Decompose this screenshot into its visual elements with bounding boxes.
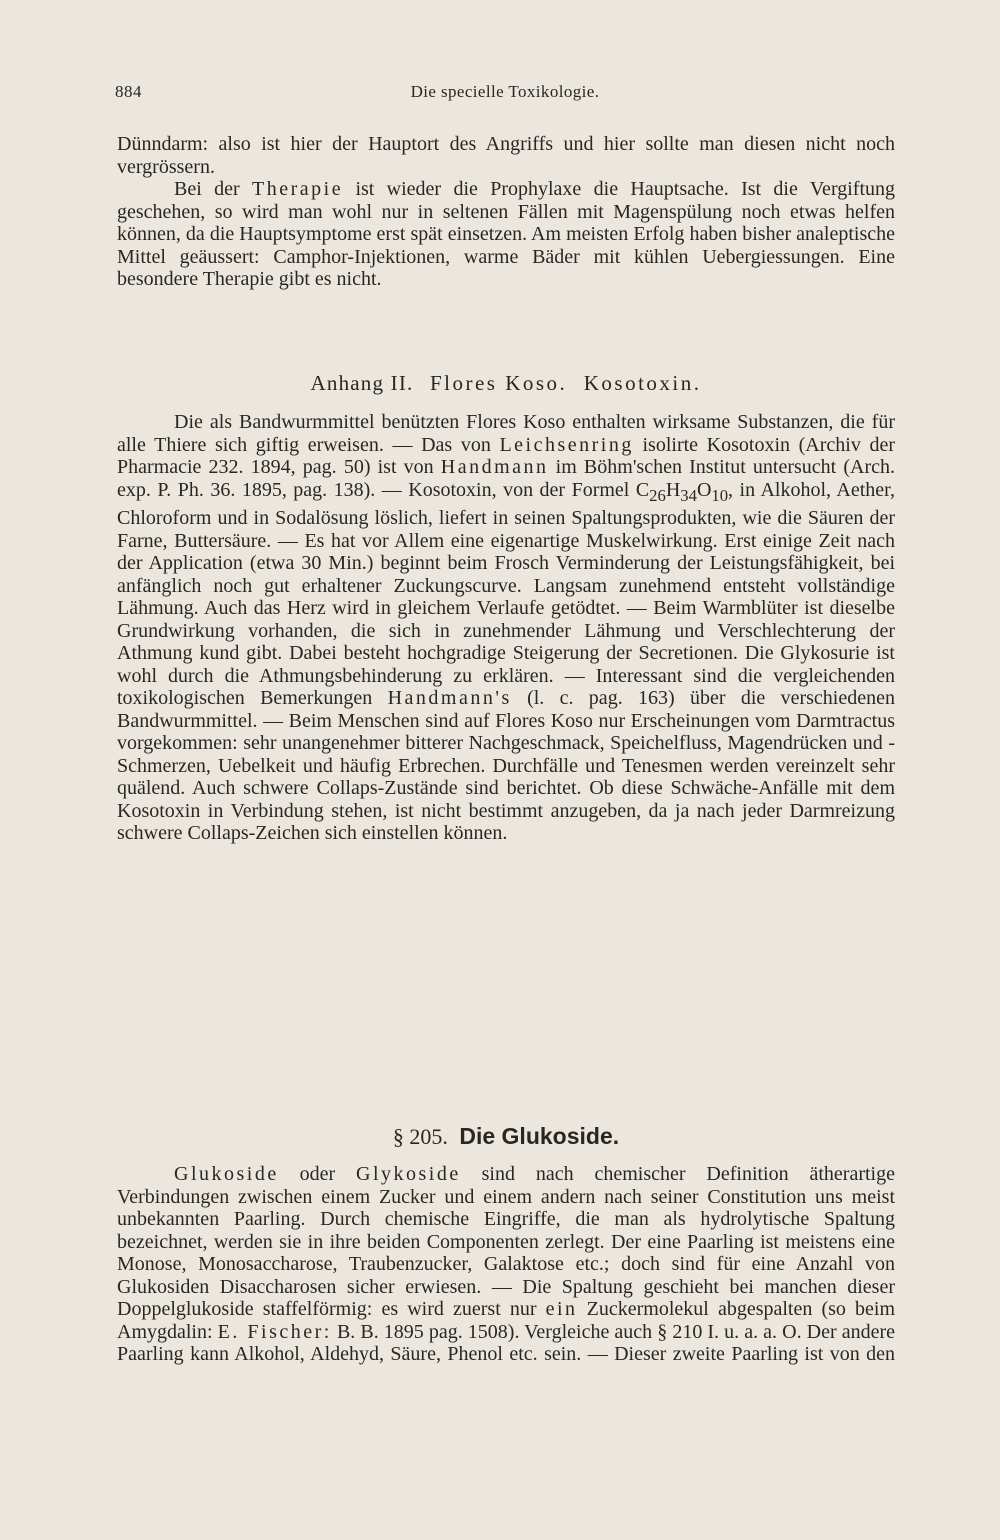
author-name-leichsenring: Leichsenring — [499, 433, 634, 456]
running-title: Die specielle Toxikologie. — [410, 82, 600, 101]
spaced-term-ein: ein — [545, 1298, 578, 1320]
paragraph-glukoside — [117, 1163, 895, 1366]
text-run: Die als Bandwurmmittel benützten Flores Koso enthalten wirksame Substanzen, die für alle Thiere sich giftig erweisen. — Das von — [117, 411, 895, 456]
text-run: ist wieder die Prophylaxe die Hauptsache. Ist die Vergiftung geschehen, so wird man wohl nur in seltenen Fällen mit Magenspülung noch etwas helfen können, da die Hauptsymptome erst spät einsetzen. Am meisten Erfolg haben bisher analeptische Mittel geäussert: Camphor-Injektionen, warme Bäder mit kühlen Uebergiessungen. Eine besondere Therapie gibt es nicht. — [117, 178, 896, 290]
spaced-term-therapie: Therapie — [252, 178, 344, 200]
appendix-label: Anhang II. — [310, 371, 414, 395]
appendix-title-flores-koso: Flores Koso. — [429, 371, 568, 395]
text-run: sind nach chemischer Definition ätherartige Verbindungen zwischen einem Zucker und einem andern nach seiner Constitution uns meist unbekannten Paarling. Durch chemische Eingriffe, die man als hydrolytische Spaltung bezeichnet, werden sie in ihre beiden Componenten zerlegt. Der eine Paarling ist meistens eine Monose, Monosaccharose, Traubenzucker, Galaktose etc.; doch sind für eine Anzahl von Glukosiden Disaccharosen sicher erwiesen. — Die Spaltung geschieht bei manchen dieser Doppelglukoside staffelförmig: es wird zuerst nur — [117, 1163, 895, 1320]
text-run: Zuckermolekul abgespalten (so beim Amygdalin: — [117, 1298, 896, 1343]
page-number: 884 — [115, 82, 142, 101]
text-run: B. B. 1895 pag. 1508). Vergleiche auch § 210 I. u. a. a. O. Der andere Paarling kann Alkohol, Aldehyd, Säure, Phenol etc. sein. — Dieser zweite Paarling ist von den — [117, 1320, 895, 1365]
text-run: oder — [278, 1163, 357, 1185]
paragraph-kosotoxin — [117, 411, 895, 845]
author-name-fischer: E. Fischer: — [217, 1320, 332, 1343]
text-run: (l. c. pag. 163) über die verschiedenen Bandwurmmittel. — Beim Menschen sind auf Flores Koso nur Erscheinungen vom Darmtractus vorgekommen: sehr unangenehmer bitterer Nachgeschmack, Speichelfluss, Magendrücken und -Schmerzen, Uebelkeit und häufig Erbrechen. Durchfälle und Tenesmen werden vereinzelt sehr quälend. Auch schwere Collaps-Zustände sind berichtet. Ob diese Schwäche-Anfälle mit dem Kosotoxin in Verbindung stehen, ist nicht bestimmt anzugeben, da ja nach jeder Darmreizung schwere Collaps-Zeichen sich einstellen können. — [117, 687, 895, 844]
text-run: , in Alkohol, Aether, Chloroform und in Sodalösung löslich, liefert in seinen Spaltungsprodukten, wie die Säuren der Farne, Buttersäure. — Es hat vor Allem eine eigenartige Muskelwirkung. Erst einige Zeit nach der Application (etwa 30 Min.) beginnt beim Frosch Verminderung der Leistungsfähigkeit, bei anfänglich noch gut erhaltener Zuckungscurve. Langsam zunehmend entsteht vollständige Lähmung. Auch das Herz wird in gleichem Verlaufe getödtet. — Beim Warmblüter ist dieselbe Grundwirkung vorhanden, die sich in zunehmender Lähmung und Verschlechterung der Athmung kund gibt. Dabei besteht hochgradige Steigerung der Secretionen. Die Glykosurie ist wohl durch die Athmungsbehinderung zu erklären. — Interessant sind die vergleichenden toxikologischen Bemerkungen — [117, 478, 895, 709]
formula-subscript: 26 — [649, 485, 666, 505]
text-run: isolirte Kosotoxin (Archiv der Pharmacie 232. 1894, pag. 50) ist von — [117, 433, 895, 478]
text-run: im Böhm'schen Institut untersucht (Arch. exp. P. Ph. 36. 1895, pag. 138). — Kosotoxin, von der Formel C — [117, 456, 895, 501]
section-number: § 205. — [392, 1124, 448, 1149]
spaced-term-glukoside: Glukoside — [174, 1163, 279, 1185]
appendix-title-kosotoxin: Kosotoxin. — [583, 371, 702, 395]
therapy-text-block — [117, 133, 895, 291]
formula-element: H — [665, 478, 681, 501]
formula-subscript: 34 — [680, 485, 697, 505]
author-name-handmann: Handmann — [440, 456, 549, 478]
author-name-handmanns: Handmann's — [387, 687, 512, 709]
paragraph-duenndarm: Dünndarm: also ist hier der Hauptort des Angriffs und hier sollte man diesen nicht noch vergrössern. — [117, 133, 895, 178]
spaced-term-glykoside: Glykoside — [356, 1163, 461, 1185]
formula-element: O — [696, 478, 712, 501]
appendix-heading — [117, 371, 895, 396]
paragraph-therapie — [117, 178, 895, 291]
text-run: Bei der — [174, 178, 253, 200]
glukoside-text-block — [117, 1163, 895, 1366]
page-header — [115, 82, 895, 108]
section-title: Die Glukoside. — [459, 1123, 620, 1149]
section-heading — [117, 1123, 895, 1150]
kosotoxin-text-block — [117, 411, 895, 845]
formula-subscript: 10 — [711, 485, 729, 505]
